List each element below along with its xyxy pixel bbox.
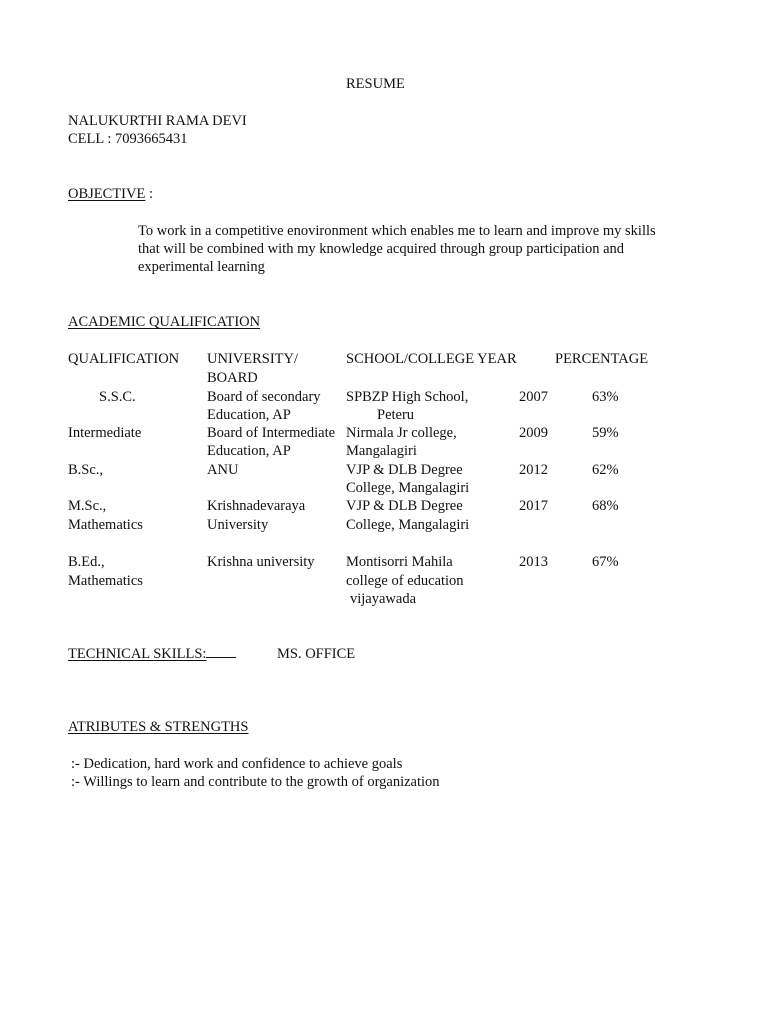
row-ssc-school-1: SPBZP High School, [346,389,469,405]
row-bed-year: 2013 [519,554,548,570]
objective-heading-text: OBJECTIVE [68,186,146,202]
header-percentage: PERCENTAGE [555,351,649,367]
row-bed-qualification-2: Mathematics [68,573,143,589]
row-msc-school-2: College, Mangalagiri [346,517,470,533]
row-bsc-school-1: VJP & DLB Degree [346,462,463,478]
header-school-year: SCHOOL/COLLEGE YEAR [346,351,517,367]
header-qualification: QUALIFICATION [68,351,180,367]
technical-heading-text: TECHNICAL SKILLS: [68,646,207,662]
objective-line-1: To work in a competitive enovironment which enables me to learn and improve my skills [138,223,656,239]
row-msc-qualification-1: M.Sc., [68,498,107,514]
resume-title: RESUME [346,76,405,92]
row-ssc-percentage: 63% [592,389,619,405]
candidate-name: NALUKURTHI RAMA DEVI [68,113,247,129]
strength-item-1: :- Dedication, hard work and confidence to achieve goals [71,756,403,772]
cell-number: CELL : 7093665431 [68,131,188,147]
row-bsc-university-1: ANU [207,462,239,478]
row-msc-percentage: 68% [592,498,619,514]
technical-value: MS. OFFICE [277,646,356,662]
row-bed-school-2: college of education [346,573,464,589]
row-msc-qualification-2: Mathematics [68,517,143,533]
academic-heading: ACADEMIC QUALIFICATION [68,314,261,330]
row-bed-university-1: Krishna university [207,554,315,570]
technical-heading [68,645,236,663]
row-bed-school-3: vijayawada [350,591,417,607]
row-msc-year: 2017 [519,498,548,514]
row-bed-school-1: Montisorri Mahila [346,554,453,570]
row-bsc-year: 2012 [519,462,548,478]
row-bsc-percentage: 62% [592,462,619,478]
strengths-heading: ATRIBUTES & STRENGTHS [68,719,249,735]
objective-line-2: that will be combined with my knowledge acquired through group participation and [138,241,625,257]
header-university-line2: BOARD [207,370,258,386]
row-inter-school-2: Mangalagiri [346,443,417,459]
row-ssc-school-2: Peteru [377,407,415,423]
row-ssc-university-1: Board of secondary [207,389,321,405]
row-inter-percentage: 59% [592,425,619,441]
row-inter-year: 2009 [519,425,548,441]
row-bed-qualification-1: B.Ed., [68,554,105,570]
row-bed-percentage: 67% [592,554,619,570]
objective-heading-suffix: : [145,186,153,202]
row-ssc-qualification: S.S.C. [99,389,136,405]
row-msc-university-2: University [207,517,269,533]
row-ssc-university-2: Education, AP [207,407,291,423]
header-university-line1: UNIVERSITY/ [207,351,299,367]
row-bsc-qualification: B.Sc., [68,462,104,478]
row-msc-school-1: VJP & DLB Degree [346,498,463,514]
row-inter-qualification: Intermediate [68,425,142,441]
row-msc-university-1: Krishnadevaraya [207,498,306,514]
row-inter-university-2: Education, AP [207,443,291,459]
row-inter-university-1: Board of Intermediate [207,425,336,441]
row-ssc-year: 2007 [519,389,548,405]
technical-heading-underline [206,645,236,658]
row-bsc-school-2: College, Mangalagiri [346,480,470,496]
objective-heading [68,185,153,203]
strength-item-2: :- Willings to learn and contribute to the growth of organization [71,774,440,790]
objective-line-3: experimental learning [138,259,265,275]
row-inter-school-1: Nirmala Jr college, [346,425,457,441]
